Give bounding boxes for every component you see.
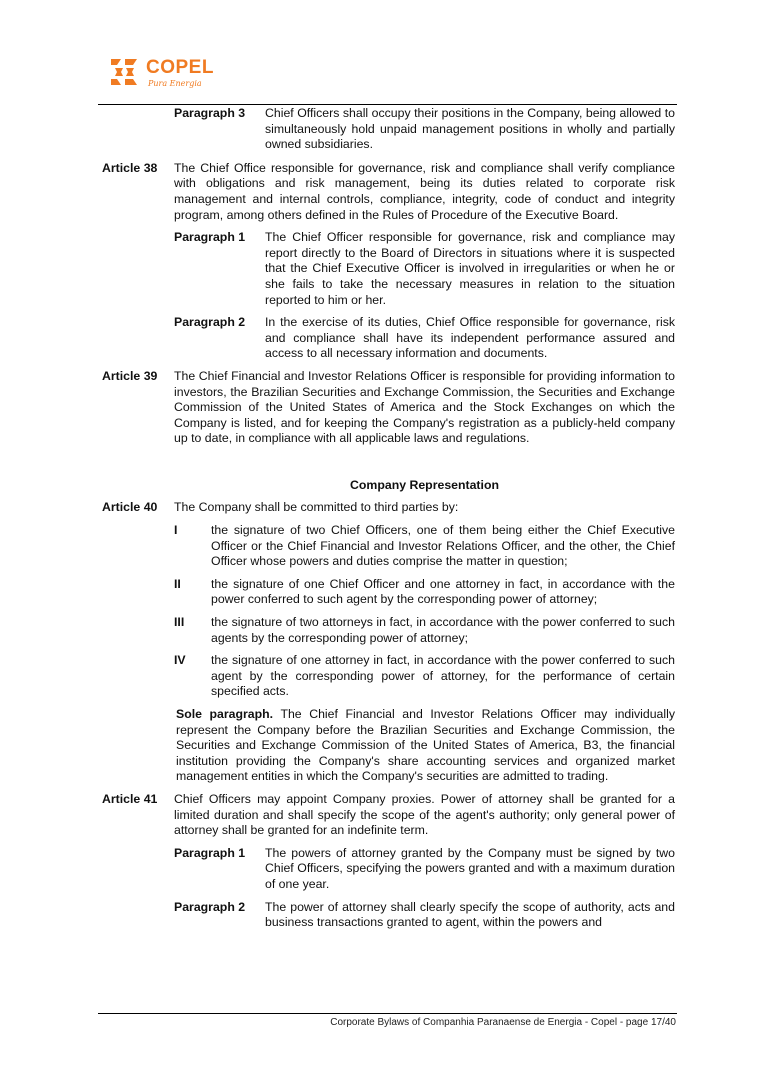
paragraph-3 — [174, 106, 675, 153]
article-text: The Chief Office responsible for governance, risk and compliance shall verify compliance with obligations and risk management, being its duties related to corporate risk management and internal controls, compliance, integrity, code of conduct and integrity program, among others defined in the Rules of Procedure of the Executive Board. — [174, 160, 675, 222]
header-rule — [98, 104, 677, 105]
list-item — [174, 523, 675, 570]
list-item — [174, 577, 675, 608]
item-number: I — [174, 523, 178, 538]
article-40 — [102, 500, 675, 516]
paragraph-text: In the exercise of its duties, Chief Office responsible for governance, risk and compliance shall have its independent performance assured and access to all necessary information and documents. — [265, 315, 675, 361]
paragraph-label: Paragraph 3 — [174, 106, 246, 120]
article-38-paragraph-1 — [174, 230, 675, 308]
page-footer: Corporate Bylaws of Companhia Paranaense de Energia - Copel - page 17/40 — [330, 1017, 676, 1028]
sole-paragraph-label: Sole paragraph. — [176, 707, 274, 721]
sole-paragraph-text: The Chief Financial and Investor Relations Officer may individually represent the Company before the Brazilian Securities and Exchange Commission, the Securities and Exchange Commission of the United States of America, B3, the financial institution providing the Company's share accounting services and organized market management entities in which the Company's securities are admitted to trading. — [176, 707, 676, 784]
footer-rule — [98, 1013, 677, 1014]
list-item — [174, 615, 675, 646]
copel-logo — [108, 55, 218, 91]
paragraph-text: The Chief Officer responsible for governance, risk and compliance may report directly to the Board of Directors in situations where it is suspected that the Chief Executive Officer is involved in irregularities or when he or she fails to take the necessary measures in relation to the situation reported to him or her. — [265, 230, 675, 307]
item-number: II — [174, 576, 181, 591]
logo-tagline: Pura Energia — [148, 79, 202, 88]
section-heading: Company Representation — [350, 477, 499, 492]
document-body — [102, 106, 675, 931]
copel-mark-icon — [108, 57, 140, 87]
article-label: Article 40 — [102, 500, 158, 515]
article-38 — [102, 161, 675, 223]
paragraph-text: The power of attorney shall clearly specify the scope of authority, acts and business transactions granted to agent, within the powers and — [265, 899, 675, 930]
logo-name: COPEL — [146, 57, 214, 78]
item-text: the signature of one Chief Officer and one attorney in fact, in accordance with the power conferred to such agent by the corresponding power of attorney; — [211, 576, 675, 607]
paragraph-label: Paragraph 1 — [174, 230, 246, 245]
article-label: Article 41 — [102, 791, 158, 806]
article-41-paragraph-1 — [174, 846, 675, 893]
article-39 — [102, 369, 675, 447]
item-text: the signature of two attorneys in fact, in accordance with the power conferred to such agents by the corresponding power of attorney; — [211, 615, 675, 645]
article-41-paragraph-2 — [174, 900, 675, 931]
paragraph-label: Paragraph 2 — [174, 315, 246, 330]
item-text: the signature of two Chief Officers, one of them being either the Chief Executive Officer or the Chief Financial and Investor Relations Officer, and the other, the Chief Officer whose powers and duties comprise the matter in question; — [211, 523, 675, 569]
list-item — [174, 653, 675, 700]
item-text: the signature of one attorney in fact, in accordance with the power conferred to such agent by the corresponding power of attorney, for the performance of certain specified acts. — [211, 653, 675, 699]
paragraph-text: The powers of attorney granted by the Company must be signed by two Chief Officers, specifying the powers granted and with a maximum duration of one year. — [265, 845, 675, 891]
article-label: Article 38 — [102, 160, 158, 175]
article-38-paragraph-2 — [174, 315, 675, 362]
article-text: The Chief Financial and Investor Relations Officer is responsible for providing information to investors, the Brazilian Securities and Exchange Commission, the Securities and Exchange Commission of the United States of America and the Stock Exchanges on which the Company is listed, and for keeping the Company's registration as a publicly-held company up to date, in compliance with all applicable laws and regulations. — [174, 368, 675, 446]
item-number: IV — [174, 653, 186, 668]
article-label: Article 39 — [102, 368, 158, 383]
article-41 — [102, 792, 675, 839]
paragraph-label: Paragraph 1 — [174, 845, 246, 860]
item-number: III — [174, 615, 185, 630]
paragraph-text: Chief Officers shall occupy their positions in the Company, being allowed to simultaneously hold unpaid management positions in wholly and partially owned subsidiaries. — [265, 106, 675, 152]
paragraph-label: Paragraph 2 — [174, 899, 246, 914]
sole-paragraph — [176, 707, 675, 785]
article-text: The Company shall be committed to third parties by: — [174, 500, 459, 515]
article-text: Chief Officers may appoint Company proxies. Power of attorney shall be granted for a limited duration and shall specify the scope of the agent's authority; only general power of attorney shall be granted for an indefinite term. — [174, 791, 675, 838]
